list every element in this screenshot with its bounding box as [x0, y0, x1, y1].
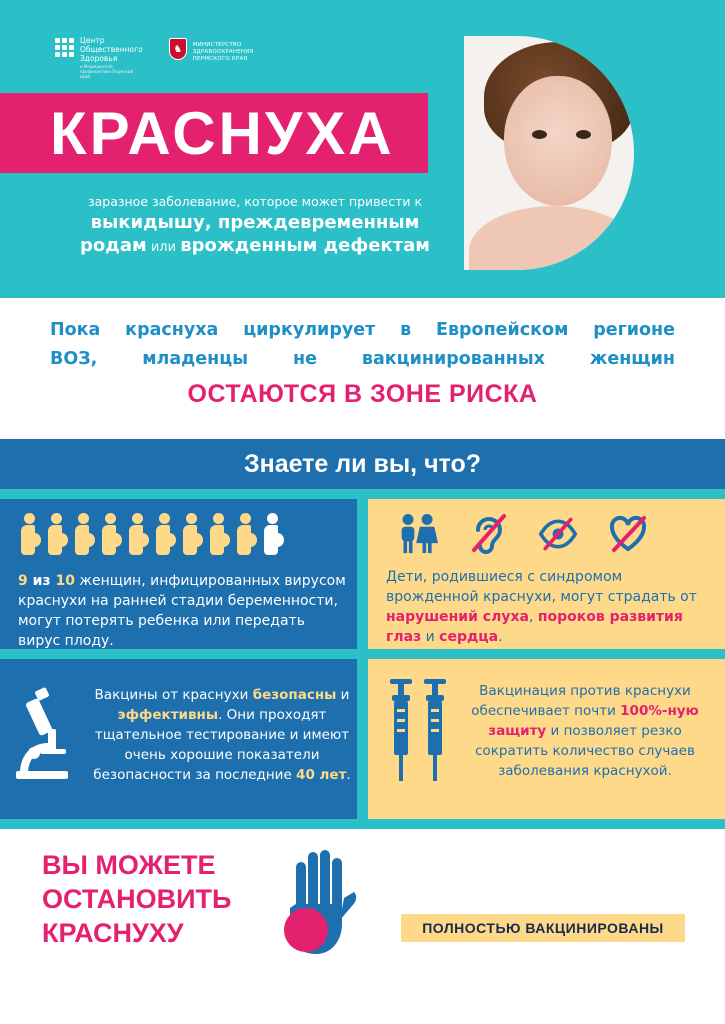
ministry-line: ЗДРАВООХРАНЕНИЯ	[192, 49, 254, 55]
child-eye	[576, 130, 591, 139]
pregnant-woman-icon	[180, 513, 205, 557]
pregnant-woman-icon	[261, 513, 286, 557]
title-bar	[0, 93, 428, 173]
eye-crossed-icon	[538, 511, 578, 557]
stop-line: ВЫ МОЖЕТЕ	[42, 850, 216, 880]
pregnant-woman-icon	[234, 513, 259, 557]
subtitle-line1: заразное заболевание, которое может привести к	[87, 194, 423, 209]
know-bar	[0, 439, 725, 489]
risk-section	[0, 298, 725, 438]
ministry-logo	[169, 36, 254, 63]
ministry-line: МИНИСТЕРСТВО	[192, 42, 242, 48]
fact3-highlight: безопасны	[252, 687, 337, 703]
fact4-part: Вакцинация против краснухи обеспечивает почти	[471, 683, 691, 719]
subtitle-part: родам	[80, 235, 147, 256]
pregnant-woman-icon	[207, 513, 232, 557]
child-shoulders	[469, 206, 634, 270]
fact-safety	[0, 659, 357, 819]
risk-text	[50, 316, 675, 374]
logos	[55, 36, 254, 79]
center-logo-line: Здоровья	[80, 54, 118, 63]
photo-frame	[464, 36, 634, 270]
pregnant-woman-icon	[153, 513, 178, 557]
subtitle-part: или	[146, 240, 181, 255]
fact3-text	[92, 685, 352, 785]
hand-stop-icon	[282, 848, 358, 958]
ministry-line: ПЕРМСКОГО КРАЯ	[192, 56, 248, 62]
stop-rubella-heading	[42, 848, 262, 950]
subtitle-line2: выкидышу, преждевременным	[90, 212, 420, 233]
defects-icons	[398, 511, 648, 557]
child-eye	[532, 130, 547, 139]
pregnant-woman-icon	[126, 513, 151, 557]
fact-vaccination	[368, 659, 725, 819]
crest-icon: ♞	[169, 38, 187, 60]
risk-emphasis: ОСТАЮТСЯ В ЗОНЕ РИСКА	[187, 380, 538, 408]
fact3-part: .	[346, 767, 351, 783]
fact4-text	[460, 681, 710, 781]
fact1-text	[18, 571, 348, 651]
center-logo-line: Центр	[80, 36, 105, 45]
syringes-icon	[386, 679, 450, 785]
fact3-highlight: эффективны	[117, 707, 219, 723]
child-photo	[464, 36, 725, 270]
center-logo-icon	[55, 38, 74, 57]
page-title: КРАСНУХА	[50, 99, 395, 167]
fact-pregnancy	[0, 499, 357, 649]
center-logo-sub: и Медицинской профилактики Пермский край	[80, 64, 134, 79]
fact3-part: . Они проходят тщательное тестирование и имеют очень хорошие показатели безопасности за последние	[93, 707, 350, 783]
stop-line: КРАСНУХУ	[42, 918, 184, 948]
stop-line: ОСТАНОВИТЬ	[42, 884, 232, 914]
fact4-highlight: 100%-ную защиту	[488, 703, 699, 739]
pregnant-woman-icon	[45, 513, 70, 557]
ear-crossed-icon	[468, 511, 508, 557]
fact2-highlight: сердца	[439, 629, 499, 645]
fact2-highlight: нарушений слуха	[386, 609, 529, 625]
fact3-highlight: 40 лет	[296, 767, 347, 783]
center-logo-line: Общественного	[80, 45, 143, 54]
website-link[interactable]: www.budzdorovperm.ru	[309, 990, 442, 1004]
fact2-text	[386, 567, 716, 647]
subtitle	[55, 193, 455, 259]
fact1-number: 9	[18, 573, 28, 589]
fact2-part: Дети, родившиеся с синдромом врожденной краснухи, могут страдать от	[386, 569, 697, 605]
fact2-highlight: пороков развития глаз	[386, 609, 683, 645]
subtitle-part: врожденным дефектам	[180, 235, 430, 256]
subtitle-line3	[55, 234, 455, 259]
pregnant-woman-icon	[72, 513, 97, 557]
fact1-number: 10	[55, 573, 75, 589]
risk-line1: Пока краснуха циркулирует в Европейском регионе	[50, 320, 675, 340]
fact2-part: ,	[528, 609, 538, 625]
pregnant-woman-icon	[99, 513, 124, 557]
decor-glyphs-right	[459, 993, 546, 1002]
children-icon	[398, 511, 438, 557]
center-logo	[55, 36, 143, 79]
vaccinated-badge: ПОЛНОСТЬЮ ВАКЦИНИРОВАНЫ	[401, 914, 685, 942]
fact2-part: и	[421, 629, 440, 645]
decor-glyphs-left	[179, 993, 292, 1002]
microscope-icon	[14, 685, 70, 785]
fact4-part: и позволяет резко сократить количество случаев заболевания краснухой.	[475, 723, 695, 779]
fact3-part: Вакцины от краснухи	[94, 687, 253, 703]
fact1-part: из	[27, 573, 56, 589]
fact2-part: .	[498, 629, 503, 645]
heart-crossed-icon	[608, 511, 648, 557]
header-section	[0, 0, 725, 298]
fact1-part: женщин, инфицированных вирусом краснухи на ранней стадии беременности, могут потерять ребенка или передать вирус плоду.	[18, 573, 346, 649]
risk-line2: ВОЗ, младенцы не вакцинированных женщин	[50, 349, 675, 369]
fact3-part: и	[336, 687, 350, 703]
know-heading: Знаете ли вы, что?	[243, 449, 482, 478]
protect-text: Защитите следующее поколение, убедившись, что вы и ваша семья	[400, 859, 689, 897]
child-face	[504, 76, 612, 206]
pregnant-women-row	[18, 513, 286, 557]
footer	[0, 970, 725, 1024]
fact-defects	[368, 499, 725, 649]
pregnant-woman-icon	[18, 513, 43, 557]
